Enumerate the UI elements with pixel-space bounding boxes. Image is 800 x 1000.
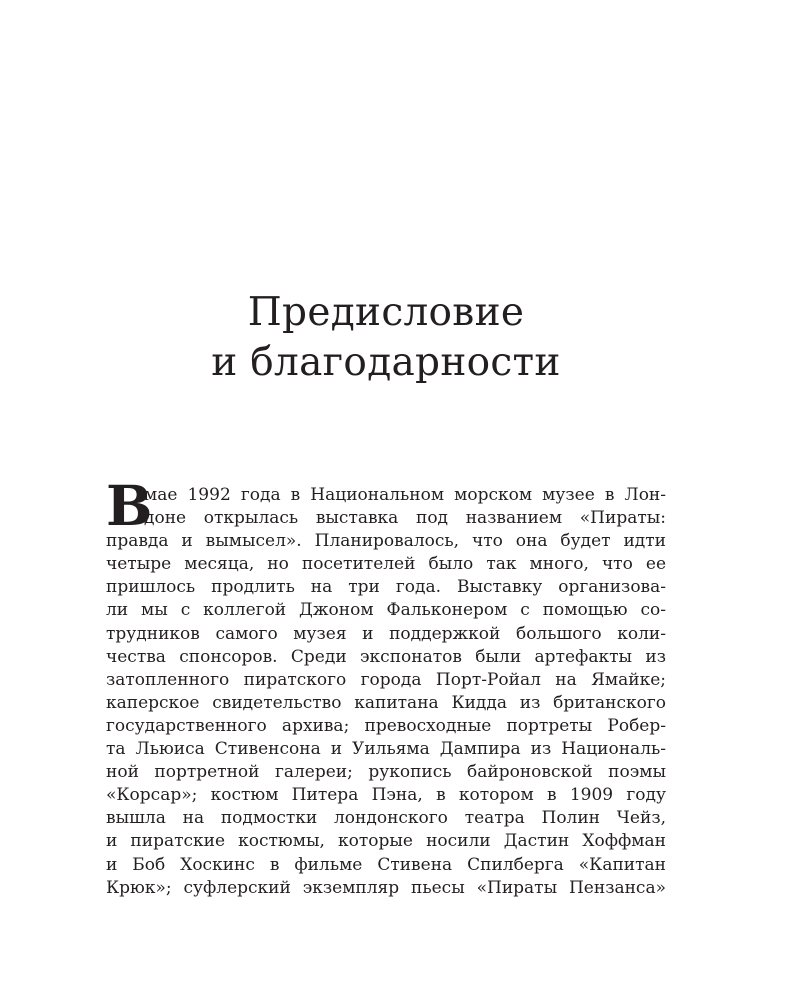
text-line: и Боб Хоскинс в фильме Стивена Спилберга «Капитан: [106, 854, 666, 875]
text-line: доне открылась выставка под названием «Пираты:: [144, 508, 666, 529]
text-line: и пиратские костюмы, которые носили Дастин Хоффман: [106, 831, 666, 852]
text-line: «Корсар»; костюм Питера Пэна, в котором в 1909 году: [106, 785, 666, 806]
text-line: правда и вымысел». Планировалось, что она будет идти: [106, 531, 666, 552]
text-line: четыре месяца, но посетителей было так много, что ее: [106, 554, 666, 575]
text-line: каперское свидетельство капитана Кидда из британского: [106, 692, 666, 713]
text-line: пришлось продлить на три года. Выставку организова-: [106, 577, 666, 598]
text-line: Крюк»; суфлерский экземпляр пьесы «Пираты Пензанса»: [106, 877, 666, 898]
text-line: вышла на подмостки лондонского театра Полин Чейз,: [106, 808, 666, 829]
drop-cap: В: [106, 473, 153, 538]
text-line: мае 1992 года в Национальном морском музее в Лон-: [144, 485, 666, 505]
chapter-title: [0, 288, 772, 388]
text-line: трудников самого музея и поддержкой большого коли-: [106, 623, 666, 644]
text-line: ли мы с коллегой Джоном Фальконером с помощью со-: [106, 600, 666, 621]
text-line: государственного архива; превосходные портреты Робер-: [106, 715, 666, 736]
chapter-title-line-2: и благодарности: [211, 340, 561, 385]
text-line: та Льюиса Стивенсона и Уильяма Дампира из Националь-: [106, 739, 666, 760]
chapter-title-line-1: Предисловие: [247, 290, 525, 335]
body-paragraph: [106, 473, 666, 900]
text-line: затопленного пиратского города Порт-Ройал на Ямайке;: [106, 669, 666, 690]
text-line: ной портретной галереи; рукопись байроновской поэмы: [106, 762, 666, 783]
text-line: чества спонсоров. Среди экспонатов были артефакты из: [106, 646, 666, 667]
